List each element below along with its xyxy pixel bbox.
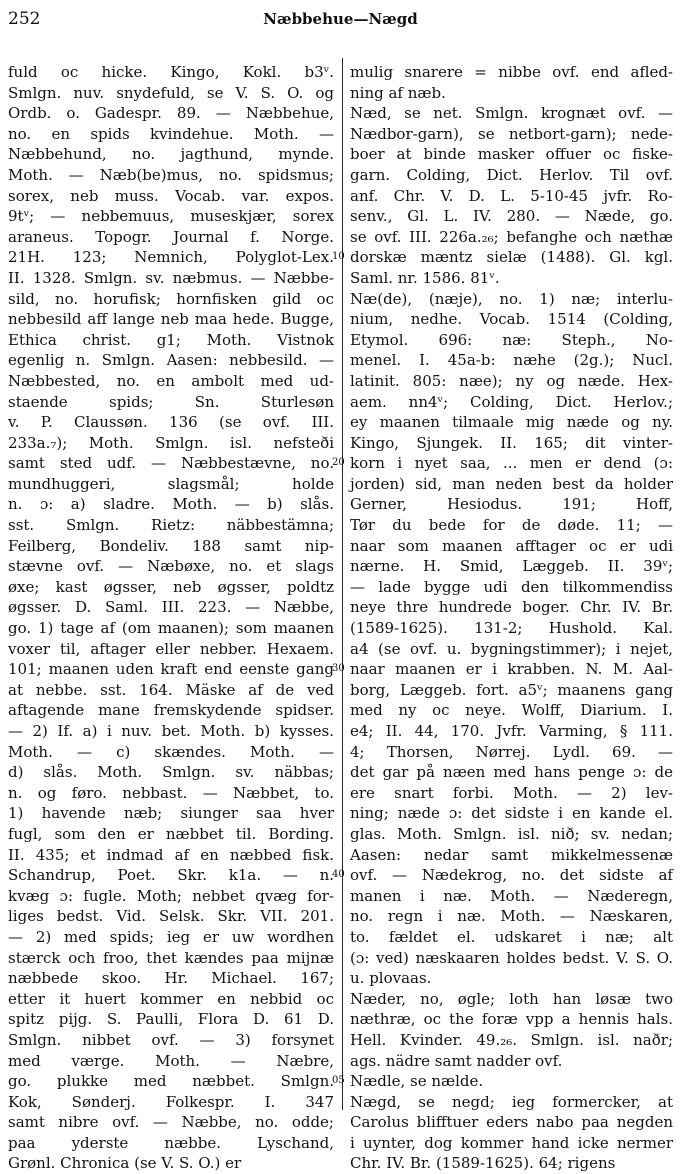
text-line: med ny oc neye. Wolff, Diarium. I. bbox=[350, 701, 673, 720]
text-line: Næbbehund, no. jagthund, mynde. bbox=[8, 145, 334, 164]
text-line: II. 1328. Smlgn. sv. næbmus. — Næbbe- bbox=[8, 268, 334, 287]
text-line: sorex, neb muss. Vocab. var. expos. bbox=[8, 186, 334, 205]
text-line: to. fældet el. udskaret i næ; alt bbox=[350, 927, 673, 946]
text-line: etter it huert kommer en nebbid oc bbox=[8, 989, 334, 1008]
text-line: Næd, se net. Smlgn. krognæt ovf. — bbox=[350, 104, 673, 123]
text-line: Etymol. 696: næ: Steph., No- bbox=[350, 330, 673, 349]
text-line: (1589-1625). 131-2; Hushold. Kal. bbox=[350, 619, 673, 638]
text-line: no. en spids kvindehue. Moth. — bbox=[8, 124, 334, 143]
text-line: 233a.₇); Moth. Smlgn. isl. nefsteði bbox=[8, 433, 334, 452]
text-line: glas. Moth. Smlgn. isl. nið; sv. nedan; bbox=[350, 824, 673, 843]
text-line: Tør du bede for de døde. 11; — bbox=[350, 516, 673, 535]
text-line: ere snart forbi. Moth. — 2) lev- bbox=[350, 783, 673, 802]
text-line: mulig snarere = nibbe ovf. end afled- bbox=[350, 63, 673, 81]
line-number-marker: 10 bbox=[332, 251, 345, 263]
text-line: naar som maanen afftager oc er udi bbox=[350, 536, 673, 555]
text-line: Feilberg, Bondeliv. 188 samt nip- bbox=[8, 536, 334, 555]
text-line: — lade bygge udi den tilkommendiss bbox=[350, 577, 673, 596]
right-column bbox=[350, 62, 673, 1174]
text-line: fugl, som den er næbbet til. Bording. bbox=[8, 824, 334, 843]
text-line: Smlgn. nibbet ovf. — 3) forsynet bbox=[8, 1030, 334, 1049]
text-line: Ethica christ. g1; Moth. Vistnok bbox=[8, 330, 334, 349]
text-line: — 2) If. a) i nuv. bet. Moth. b) kysses. bbox=[8, 722, 334, 740]
text-line: i uynter, dog kommer hand icke nermer bbox=[350, 1133, 673, 1152]
text-line: sild, no. horufisk; hornfisken gild oc bbox=[8, 289, 334, 308]
text-line: næbbede skoo. Hr. Michael. 167; bbox=[8, 969, 334, 988]
text-line: Næder, no, øgle; loth han løsæ two bbox=[350, 989, 673, 1008]
text-line: — 2) med spids; ieg er uw wordhen bbox=[8, 927, 334, 946]
text-line: 1) havende næb; siunger saa hver bbox=[8, 804, 334, 823]
text-line: Nædbor-garn), se netbort-garn); nede- bbox=[350, 124, 673, 143]
line-number-marker: 40 bbox=[332, 869, 345, 881]
text-line: næthræ, oc the foræ vpp a hennis hals. bbox=[350, 1010, 673, 1029]
text-line: Grønl. Chronica (se V. S. O.) er bbox=[8, 1154, 242, 1173]
text-line: voxer til, aftager eller nebber. Hexaem. bbox=[8, 639, 334, 658]
text-line: a4 (se ovf. u. bygningstimmer); i nejet, bbox=[350, 639, 673, 658]
text-line: 9tᵛ; — nebbemuus, museskjær, sorex bbox=[8, 207, 334, 226]
text-line: paa yderste næbbe. Lyschand, bbox=[8, 1133, 334, 1152]
text-line: med værge. Moth. — Næbre, bbox=[8, 1051, 334, 1070]
text-line: liges bedst. Vid. Selsk. Skr. VII. 201. bbox=[8, 907, 334, 926]
text-line: sst. Smlgn. Rietz: näbbestämna; bbox=[8, 516, 334, 535]
text-line: II. 435; et indmad af en næbbed fisk. bbox=[8, 845, 334, 864]
text-line: spitz pijg. S. Paulli, Flora D. 61 D. bbox=[8, 1010, 334, 1029]
text-line: se ovf. III. 226a.₂₆; befanghe och næthæ bbox=[350, 227, 673, 246]
text-line: nebbesild aff lange neb maa hede. Bugge, bbox=[8, 310, 334, 329]
text-line: Kok, Sønderj. Folkespr. I. 347 bbox=[8, 1092, 334, 1111]
text-line: (ɔ: ved) næskaaren holdes bedst. V. S. O. bbox=[350, 948, 673, 967]
text-line: dorskæ mæntz sielæ (1488). Gl. kgl. bbox=[350, 248, 673, 267]
text-line: det gar på næen med hans penge ɔ: de bbox=[350, 763, 673, 782]
text-line: ovf. — Nædekrog, no. det sidste af bbox=[350, 866, 673, 885]
text-line: borg, Læggeb. fort. a5ᵛ; maanens gang bbox=[350, 680, 673, 699]
text-line: korn i nyet saa, ... men er dend (ɔ: bbox=[350, 454, 673, 473]
text-line: go. plukke med næbbet. Smlgn. bbox=[8, 1072, 334, 1091]
text-line: araneus. Topogr. Journal f. Norge. bbox=[8, 227, 334, 246]
text-line: fuld oc hicke. Kingo, Kokl. b3ᵛ. bbox=[8, 63, 334, 81]
text-line: Moth. — c) skændes. Moth. — bbox=[8, 742, 334, 761]
text-line: mundhuggeri, slagsmål; holde bbox=[8, 474, 334, 493]
text-line: Moth. — Næb(be)mus, no. spidsmus; bbox=[8, 165, 334, 184]
text-line: ning af næb. bbox=[350, 83, 446, 102]
text-line: anf. Chr. V. D. L. 5-10-45 jvfr. Ro- bbox=[350, 186, 673, 205]
text-line: Kingo, Sjungek. II. 165; dit vinter- bbox=[350, 433, 673, 452]
line-number-marker: 05 bbox=[332, 1075, 345, 1087]
line-number-marker: 20 bbox=[332, 457, 345, 469]
text-line: egenlig n. Smlgn. Aasen: nebbesild. — bbox=[8, 351, 334, 370]
text-line: d) slås. Moth. Smlgn. sv. näbbas; bbox=[8, 763, 334, 782]
text-line: Chr. IV. Br. (1589-1625). 64; rigens bbox=[350, 1154, 616, 1173]
text-line: øxe; kast øgsser, neb øgsser, poldtz bbox=[8, 577, 334, 596]
text-line: ning; næde ɔ: det sidste i en kande el. bbox=[350, 804, 673, 823]
text-line: stærck och froo, thet kændes paa mijnæ bbox=[8, 948, 334, 967]
text-line: Smlgn. nuv. snydefuld, se V. S. O. og bbox=[8, 83, 334, 102]
text-line: naar maanen er i krabben. N. M. Aal- bbox=[350, 660, 673, 679]
text-line: stævne ovf. — Næbøxe, no. et slags bbox=[8, 557, 334, 576]
text-line: Aasen: nedar samt mikkelmessenæ bbox=[350, 845, 673, 864]
text-line: Nædle, se nælde. bbox=[350, 1072, 484, 1091]
text-line: jorden) sid, man neden best da holder bbox=[350, 474, 673, 493]
text-line: Saml. nr. 1586. 81ᵛ. bbox=[350, 268, 500, 287]
text-line: n. ɔ: a) sladre. Moth. — b) slås. bbox=[8, 495, 334, 514]
page-header bbox=[0, 6, 681, 32]
text-line: boer at binde masker offuer oc fiske- bbox=[350, 145, 673, 164]
text-line: Næbbested, no. en ambolt med ud- bbox=[8, 371, 334, 390]
text-line: staende spids; Sn. Sturlesøn bbox=[8, 392, 334, 411]
text-line: ey maanen tilmaale mig næde og ny. bbox=[350, 413, 673, 432]
text-line: v. P. Claussøn. 136 (se ovf. III. bbox=[8, 413, 334, 432]
text-line: menel. I. 45a-b: næhe (2g.); Nucl. bbox=[350, 351, 673, 370]
text-line: at nebbe. sst. 164. Mäske af de ved bbox=[8, 680, 334, 699]
text-line: kvæg ɔ: fugle. Moth; nebbet qvæg for- bbox=[8, 886, 334, 905]
text-line: nærne. H. Smid, Læggeb. II. 39ᵛ; bbox=[350, 557, 673, 576]
text-line: n. og føro. nebbast. — Næbbet, to. bbox=[8, 783, 334, 802]
text-line: e4; II. 44, 170. Jvfr. Varming, § 111. bbox=[350, 722, 673, 740]
text-line: Nægd, se negd; ieg formercker, at bbox=[350, 1092, 673, 1111]
line-number-marker: 30 bbox=[332, 663, 345, 675]
page-number: 252 bbox=[8, 9, 41, 29]
text-line: latinit. 805: næe); ny og næde. Hex- bbox=[350, 371, 673, 390]
text-line: aem. nn4ᵛ; Colding, Dict. Herlov.; bbox=[350, 392, 673, 411]
text-line: 4; Thorsen, Nørrej. Lydl. 69. — bbox=[350, 742, 673, 761]
text-line: go. 1) tage af (om maanen); som maanen bbox=[8, 619, 334, 638]
text-line: nium, nedhe. Vocab. 1514 (Colding, bbox=[350, 310, 673, 329]
column-divider bbox=[342, 58, 343, 1110]
text-line: senv., Gl. L. IV. 280. — Næde, go. bbox=[350, 207, 673, 226]
text-line: neye thre hundrede boger. Chr. IV. Br. bbox=[350, 598, 673, 617]
text-line: aftagende mane fremskydende spidser. bbox=[8, 701, 334, 720]
text-line: u. plovaas. bbox=[350, 969, 432, 988]
text-line: samt sted udf. — Næbbestævne, no. bbox=[8, 454, 334, 473]
text-line: Schandrup, Poet. Skr. k1a. — n. bbox=[8, 866, 334, 885]
text-line: Ordb. o. Gadespr. 89. — Næbbehue, bbox=[8, 104, 334, 123]
text-line: manen i næ. Moth. — Næderegn, bbox=[350, 886, 673, 905]
left-column bbox=[8, 62, 334, 1174]
text-line: Næ(de), (næje), no. 1) næ; interlu- bbox=[350, 289, 673, 308]
text-line: øgsser. D. Saml. III. 223. — Næbbe, bbox=[8, 598, 334, 617]
text-line: ags. nädre samt nadder ovf. bbox=[350, 1051, 563, 1070]
text-line: garn. Colding, Dict. Herlov. Til ovf. bbox=[350, 165, 673, 184]
text-line: 21H. 123; Nemnich, Polyglot-Lex. bbox=[8, 248, 334, 267]
text-line: no. regn i næ. Moth. — Næskaren, bbox=[350, 907, 673, 926]
text-line: samt nibre ovf. — Næbbe, no. odde; bbox=[8, 1113, 334, 1132]
running-title: Næbbehue—Nægd bbox=[263, 10, 418, 28]
text-line: Carolus blifftuer eders nabo paa negden bbox=[350, 1113, 673, 1132]
text-line: Hell. Kvinder. 49.₂₆. Smlgn. isl. naðr; bbox=[350, 1030, 673, 1049]
text-line: 101; maanen uden kraft end eenste gang bbox=[8, 660, 334, 679]
text-line: Gerner, Hesiodus. 191; Hoff, bbox=[350, 495, 673, 514]
